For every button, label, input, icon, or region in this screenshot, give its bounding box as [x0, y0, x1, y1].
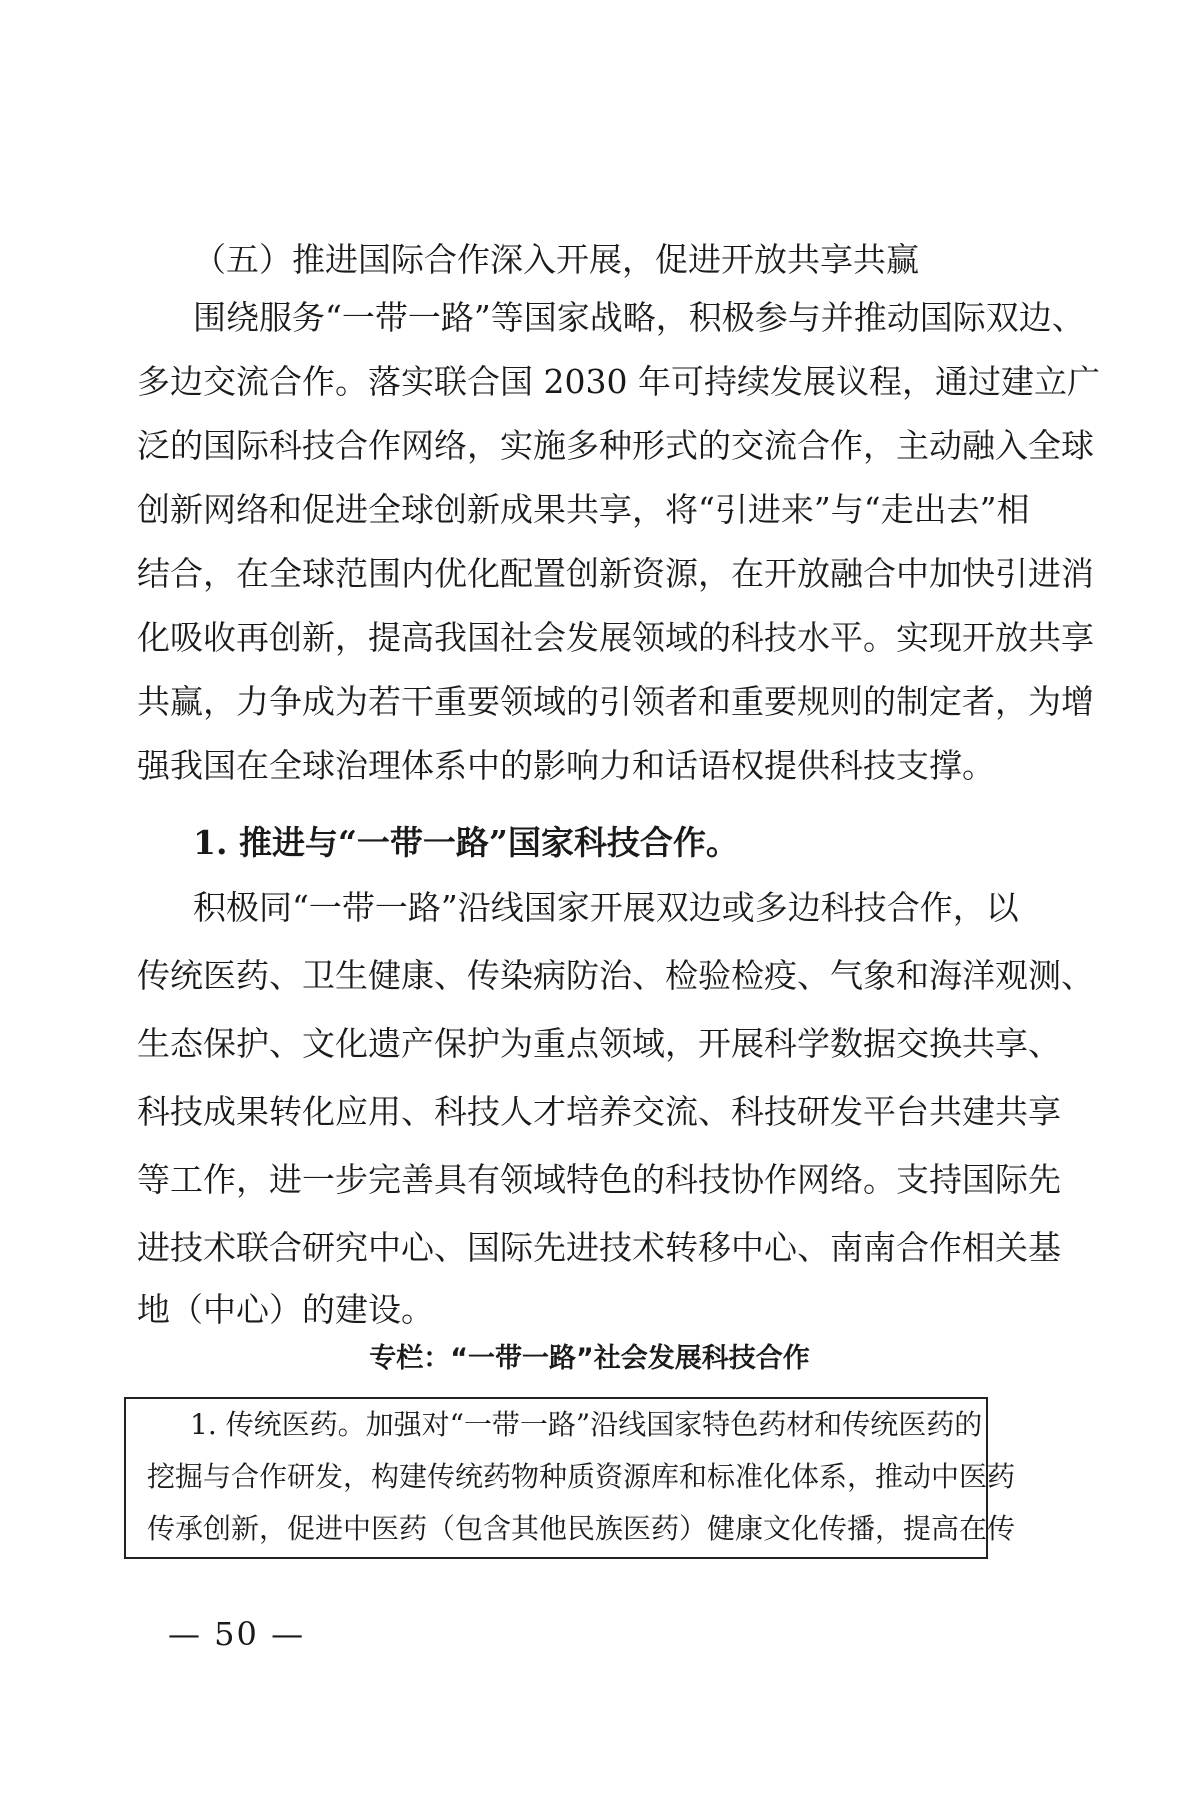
paragraph-line: 创新网络和促进全球创新成果共享，将“引进来”与“走出去”相	[137, 490, 1030, 529]
paragraph-line: 传统医药、卫生健康、传染病防治、检验检疫、气象和海洋观测、	[137, 956, 1094, 995]
paragraph-line: 等工作，进一步完善具有领域特色的科技协作网络。支持国际先	[137, 1160, 1061, 1199]
paragraph-line: 科技成果转化应用、科技人才培养交流、科技研发平台共建共享	[137, 1092, 1061, 1131]
column-box-line: 挖掘与合作研发，构建传统药物种质资源库和标准化体系，推动中医药	[147, 1460, 1016, 1493]
column-box-line: 传承创新，促进中医药（包含其他民族医药）健康文化传播，提高在传	[147, 1512, 1016, 1545]
paragraph-line: 强我国在全球治理体系中的影响力和话语权提供科技支撑。	[137, 746, 995, 785]
section-heading: （五）推进国际合作深入开展，促进开放共享共赢	[193, 240, 919, 279]
paragraph-line: 结合，在全球范围内优化配置创新资源，在开放融合中加快引进消	[137, 554, 1094, 593]
paragraph-line: 共赢，力争成为若干重要领域的引领者和重要规则的制定者，为增	[137, 682, 1094, 721]
paragraph-line: 泛的国际科技合作网络，实施多种形式的交流合作，主动融入全球	[137, 426, 1094, 465]
paragraph-line: 生态保护、文化遗产保护为重点领域，开展科学数据交换共享、	[137, 1024, 1061, 1063]
paragraph-line: 化吸收再创新，提高我国社会发展领域的科技水平。实现开放共享	[137, 618, 1094, 657]
column-box-line: 1. 传统医药。加强对“一带一路”沿线国家特色药材和传统医药的	[190, 1408, 983, 1441]
subheading: 1. 推进与“一带一路”国家科技合作。	[193, 823, 739, 862]
paragraph-line: 积极同“一带一路”沿线国家开展双边或多边科技合作，以	[193, 888, 1019, 927]
paragraph-line: 围绕服务“一带一路”等国家战略，积极参与并推动国际双边、	[193, 298, 1085, 337]
paragraph-line: 进技术联合研究中心、国际先进技术转移中心、南南合作相关基	[137, 1228, 1061, 1267]
column-box-title: 专栏：“一带一路”社会发展科技合作	[369, 1343, 810, 1374]
paragraph-line: 地（中心）的建设。	[137, 1290, 434, 1329]
paragraph-line: 多边交流合作。落实联合国 2030 年可持续发展议程，通过建立广	[137, 362, 1100, 401]
page-number: — 50 —	[168, 1615, 306, 1653]
